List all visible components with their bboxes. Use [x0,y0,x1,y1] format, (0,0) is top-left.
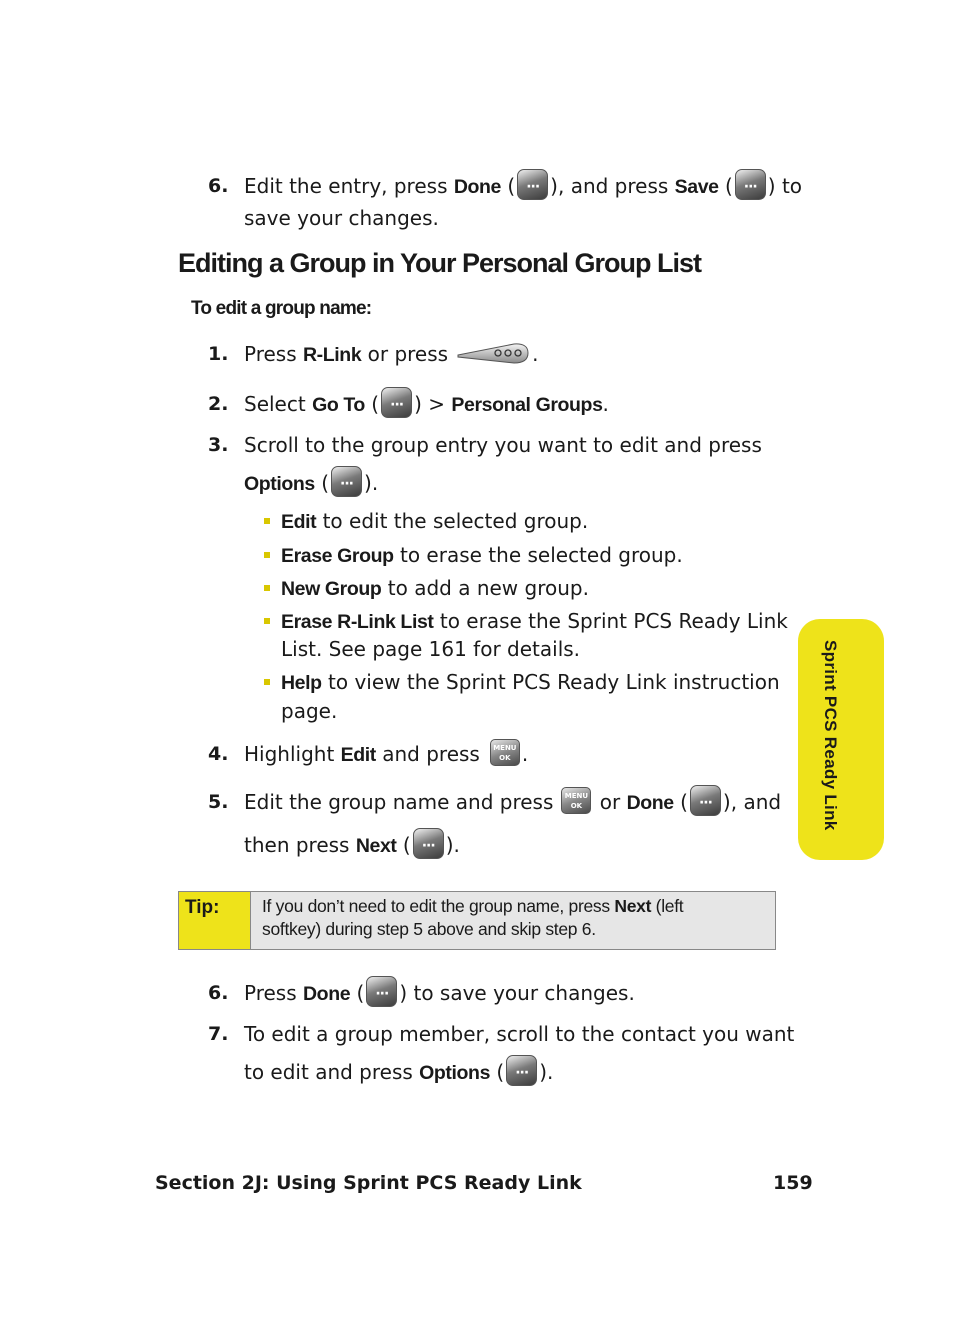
step-text [244,742,528,767]
text: Highlight [244,742,341,766]
option-desc: to add a new group. [381,576,589,600]
go-to-label: Go To [312,394,365,416]
step-text: To edit a group member, scroll to the contact you want [244,1022,795,1046]
option-desc: to erase the Sprint PCS Ready Link [433,609,788,633]
menu-text: MENU [564,792,589,800]
text: then press [244,833,356,857]
step-number: 6. [208,175,229,197]
text: (left [651,896,684,916]
section-side-tab [798,619,884,860]
edit-label: Edit [340,744,376,766]
text: ). [364,471,379,495]
softkey-icon [331,466,362,497]
text: ( [490,1060,505,1084]
option-item [281,576,589,601]
option-item-line2: List. See page 161 for details. [281,637,581,661]
text: ), and [722,790,782,814]
text: ( [718,174,733,198]
text: . [602,392,609,416]
step-text [244,981,635,1007]
softkey-icon [413,828,444,859]
softkey-icon [690,785,721,816]
text: If you don’t need to edit the group name, press [262,896,615,916]
text: ). [539,1060,554,1084]
step-number: 7. [208,1023,229,1045]
text: ) to save your changes. [399,981,635,1005]
save-label: Save [674,176,719,198]
option-name: Erase R-Link List [281,611,434,633]
option-item [281,543,683,568]
square-bullet-icon [264,618,270,624]
step-number: 5. [208,791,229,813]
square-bullet-icon [264,585,270,591]
text: and press [375,742,480,766]
text: ( [396,833,411,857]
softkey-icon [735,169,766,200]
ok-text: OK [499,754,511,762]
text: or press [361,342,449,366]
text: Edit the group name and press [244,790,554,814]
step-text: Scroll to the group entry you want to edit and press [244,433,762,457]
step-text [244,174,802,200]
text: Press [244,981,303,1005]
option-name: Erase Group [281,545,394,567]
tip-body [251,892,775,949]
option-name: Help [281,672,322,694]
text: ( [364,392,380,416]
footer-section-title: Section 2J: Using Sprint PCS Ready Link [155,1172,582,1194]
text: ), and press [550,174,675,198]
step-number: 3. [208,434,229,456]
text: Press [244,342,303,366]
text: ( [350,981,365,1005]
text: to edit and press [244,1060,420,1084]
r-link-label: R-Link [303,344,362,366]
option-item [281,670,780,695]
step-number: 1. [208,343,229,365]
square-bullet-icon [264,552,270,558]
menu-text: MENU [493,744,517,752]
personal-groups-label: Personal Groups [451,394,603,416]
next-label: Next [355,835,397,857]
options-label: Options [419,1062,491,1084]
text: . [532,342,539,366]
text: ( [673,790,688,814]
option-item [281,509,588,534]
tip-line2: softkey) during step 5 above and skip step 6. [262,919,596,939]
next-label: Next [614,896,652,916]
option-name: Edit [281,511,317,533]
softkey-icon [366,976,397,1007]
softkey-icon [381,387,412,418]
step-text [244,342,538,367]
step-text-line2 [244,833,460,859]
option-item-line2: page. [281,699,338,723]
option-desc: to edit the selected group. [316,509,589,533]
text: Edit the entry, press [244,174,454,198]
text: ). [445,833,460,857]
tip-line1 [262,895,775,918]
step-text [244,392,609,418]
r-link-button-icon [456,341,530,365]
option-name: New Group [281,578,382,600]
option-desc: to view the Sprint PCS Ready Link instruction [321,670,780,694]
text: ) > [414,392,452,416]
menu-ok-icon [561,787,591,814]
step-number: 2. [208,393,229,415]
step-number: 6. [208,982,229,1004]
done-label: Done [453,176,501,198]
step-text-line2: save your changes. [244,206,439,230]
menu-ok-icon [490,739,520,766]
step-text [244,790,781,816]
done-label: Done [303,983,351,1005]
page-number: 159 [773,1172,813,1194]
tip-label: Tip: [179,892,251,949]
subheading: To edit a group name: [191,298,372,319]
text: ) to [767,174,803,198]
text: . [521,742,529,766]
side-tab-label: Sprint PCS Ready Link [821,640,840,831]
options-label: Options [244,473,315,495]
ok-text: OK [570,802,583,810]
text: ( [501,174,516,198]
section-heading: Editing a Group in Your Personal Group List [178,248,702,278]
text: ( [314,471,330,495]
softkey-icon [506,1055,537,1086]
step-number: 4. [208,743,229,765]
softkey-icon [517,169,548,200]
square-bullet-icon [264,518,270,524]
step-text-line2 [244,471,378,497]
text: or [593,790,627,814]
option-item [281,609,788,634]
text: Select [244,392,313,416]
option-desc: to erase the selected group. [393,543,683,567]
square-bullet-icon [264,679,270,685]
done-label: Done [626,792,674,814]
step-text-line2 [244,1060,553,1086]
tip-box [178,891,776,950]
